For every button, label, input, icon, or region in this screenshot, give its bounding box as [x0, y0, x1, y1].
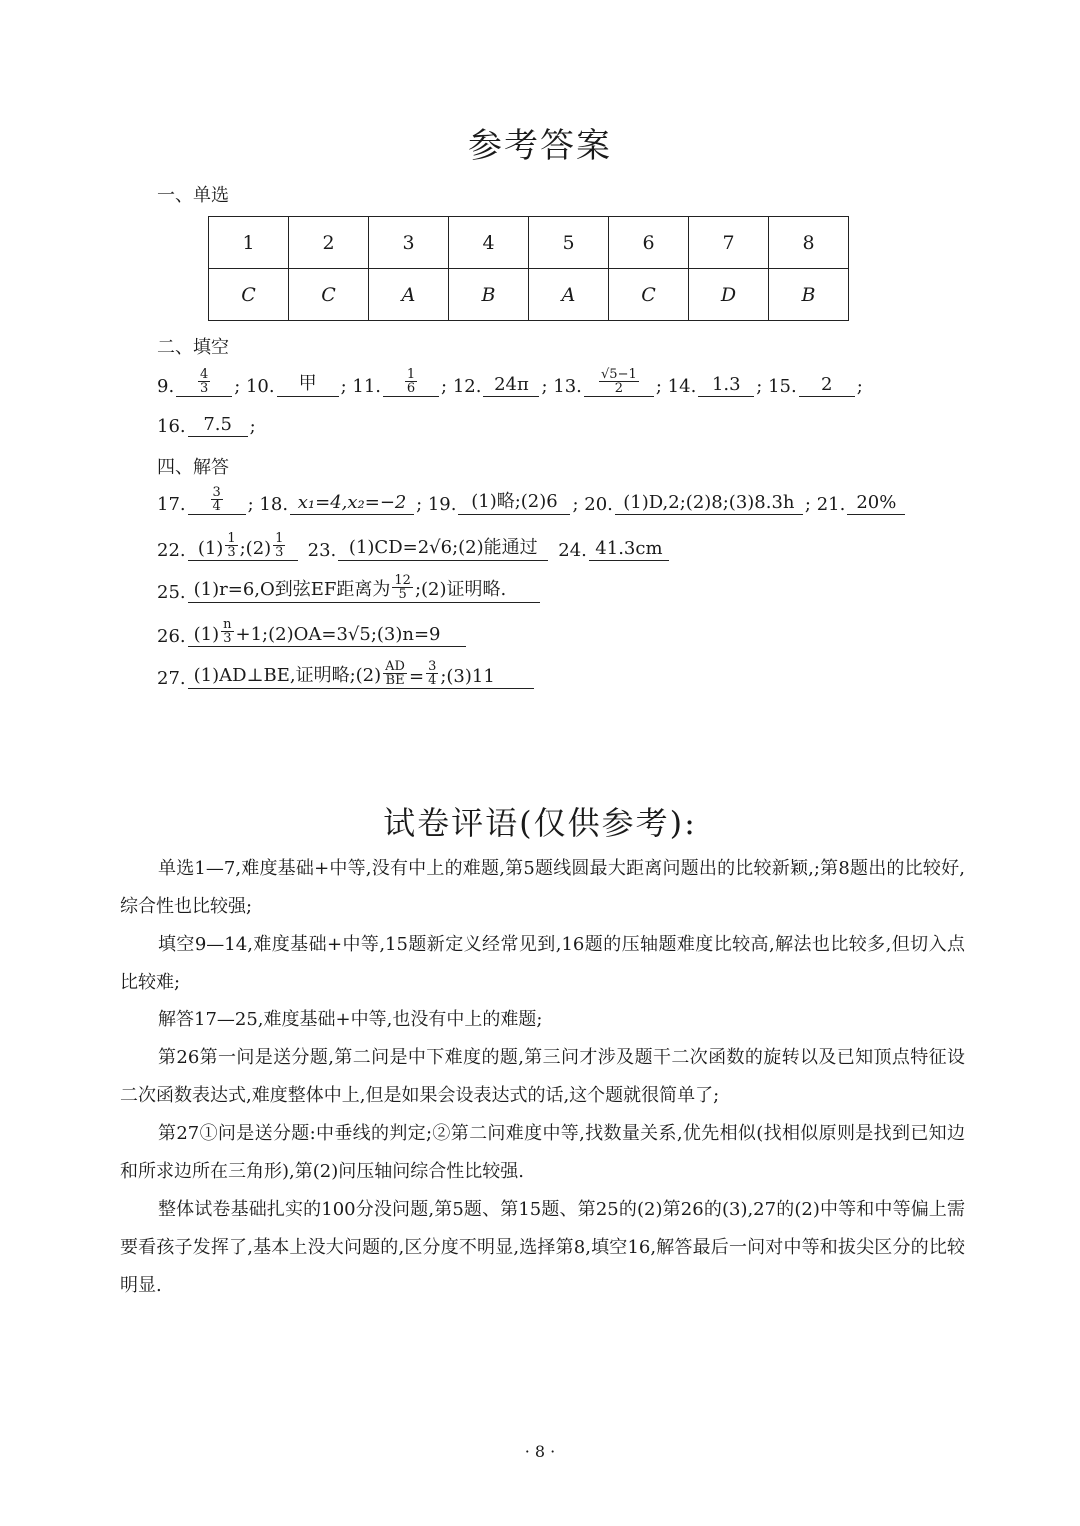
section-single-choice: 一、单选: [157, 185, 229, 206]
fraction: [383, 660, 407, 687]
q22-part2: ;(2): [239, 538, 272, 559]
q25-label: 25.: [157, 582, 186, 603]
q27-mid: =: [408, 666, 425, 687]
numerator: √5−1: [601, 367, 637, 382]
solve-line-26: [157, 618, 468, 647]
section-answer: 四、解答: [157, 457, 229, 478]
table-cell: 2: [289, 217, 369, 269]
solve-line-27: [157, 660, 536, 689]
table-cell: 8: [769, 217, 849, 269]
q10-label: ; 10.: [234, 376, 275, 397]
q20-label: ; 20.: [572, 494, 613, 515]
review-paragraph: 整体试卷基础扎实的100分没问题,第5题、第15题、第25的(2)第26的(3),27的(2)中等和中等偏上需要看孩子发挥了,基本上没大问题的,区分度不明显,选择第8,填空16,解答最后一问对中等和拔尖区分的比较明显.: [120, 1199, 965, 1296]
q22-part1: (1): [197, 538, 224, 559]
q9-answer: [176, 368, 232, 397]
numerator: 1: [227, 531, 236, 546]
q26-post: +1;(2)OA=3√5;(3)n=9: [235, 624, 441, 645]
q25-pre: (1)r=6,O到弦EF距离为: [193, 579, 391, 600]
denominator: 5: [398, 587, 407, 602]
q27-post: ;(3)11: [440, 666, 495, 687]
fraction: [426, 660, 438, 687]
denominator: 3: [223, 631, 232, 646]
q23-label: 23.: [307, 540, 337, 561]
table-cell: 4: [449, 217, 529, 269]
table-cell: B: [449, 269, 529, 321]
denominator: 4: [212, 499, 221, 514]
table-cell: 1: [209, 217, 289, 269]
q24-answer: 41.3cm: [589, 538, 669, 561]
table-cell: D: [689, 269, 769, 321]
fraction: [273, 532, 285, 559]
q11-answer: [383, 368, 439, 397]
table-cell: A: [369, 269, 449, 321]
q26-answer: [188, 618, 466, 647]
table-cell: B: [769, 269, 849, 321]
denominator: 3: [227, 545, 236, 560]
q27-pre: (1)AD⊥BE,证明略;(2): [193, 665, 382, 686]
q15-end: ;: [856, 376, 863, 397]
review-title: 试卷评语(仅供参考):: [383, 804, 697, 842]
q12-label: ; 12.: [441, 376, 482, 397]
denominator: 2: [614, 381, 624, 396]
q10-answer: 甲: [277, 369, 339, 397]
fraction: [211, 486, 223, 513]
review-paragraph: 解答17—25,难度基础+中等,也没有中上的难题;: [158, 1009, 543, 1030]
table-cell: 3: [369, 217, 449, 269]
numerator: 3: [428, 659, 437, 674]
q14-label: ; 14.: [655, 376, 697, 397]
fraction: [405, 368, 417, 395]
q12-answer: 24π: [483, 374, 539, 397]
denominator: 4: [428, 673, 437, 688]
answer-table: [208, 216, 849, 321]
review-paragraph: 填空9—14,难度基础+中等,15题新定义经常见到,16题的压轴题难度比较高,解法也比较多,但切入点比较难;: [120, 934, 965, 993]
table-cell: 5: [529, 217, 609, 269]
denominator: BE: [385, 673, 405, 688]
q26-pre: (1): [193, 624, 220, 645]
table-cell: 7: [689, 217, 769, 269]
q24-label: 24.: [558, 540, 587, 561]
fill-line-2: [157, 414, 256, 437]
q14-answer: 1.3: [698, 374, 754, 397]
denominator: 6: [406, 381, 416, 396]
q19-label: ; 19.: [416, 494, 457, 515]
q21-answer: 20%: [847, 492, 905, 515]
fraction: [198, 368, 210, 395]
numerator: AD: [385, 659, 405, 674]
table-cell: A: [529, 269, 609, 321]
q13-answer: [584, 368, 654, 397]
q20-answer: (1)D,2;(2)8;(3)8.3h: [615, 492, 803, 515]
q11-label: ; 11.: [340, 376, 382, 397]
numerator: 1: [406, 367, 416, 382]
numerator: 1: [275, 531, 284, 546]
q21-label: ; 21.: [804, 494, 846, 515]
review-paragraph: 第27①问是送分题:中垂线的判定;②第二问难度中等,找数量关系,优先相似(找相似原则是找到已知边和所求边所在三角形),第(2)问压轴问综合性比较强.: [120, 1123, 965, 1182]
denominator: 3: [275, 545, 284, 560]
q15-label: ; 15.: [756, 376, 797, 397]
solve-line-25: [157, 574, 542, 603]
q13-label: ; 13.: [541, 376, 582, 397]
q22-answer: [188, 532, 298, 561]
q16-answer: 7.5: [188, 414, 248, 437]
table-cell: C: [209, 269, 289, 321]
section-fill-blank: 二、填空: [157, 337, 229, 358]
fraction: [392, 574, 413, 601]
review-paragraph: 第26第一问是送分题,第二问是中下难度的题,第三问才涉及题干二次函数的旋转以及已知顶点特征设二次函数表达式,难度整体中上,但是如果会设表达式的话,这个题就很简单了;: [120, 1047, 965, 1106]
fraction: [599, 368, 639, 395]
table-cell: C: [609, 269, 689, 321]
q23-answer: (1)CD=2√6;(2)能通过: [338, 533, 548, 561]
numerator: 3: [212, 485, 221, 500]
q15-answer: 2: [799, 374, 855, 397]
numerator: 12: [394, 573, 411, 588]
solve-line-2: [157, 532, 671, 561]
numerator: n: [223, 617, 232, 632]
q9-label: 9.: [157, 376, 175, 397]
fraction: [221, 618, 233, 645]
review-paragraph: 单选1—7,难度基础+中等,没有中上的难题,第5题线圆最大距离问题出的比较新颖,;第8题出的比较好,综合性也比较强;: [120, 858, 965, 917]
q25-post: ;(2)证明略.: [414, 579, 507, 600]
q18-label: ; 18.: [247, 494, 289, 515]
page-title: 参考答案: [468, 126, 612, 166]
page-number: · 8 ·: [524, 1442, 556, 1461]
denominator: 3: [200, 381, 209, 396]
table-row: [209, 269, 849, 321]
solve-line-1: [157, 486, 907, 515]
table-cell: 6: [609, 217, 689, 269]
table-cell: C: [289, 269, 369, 321]
q22-label: 22.: [157, 540, 186, 561]
q16-end: ;: [249, 416, 256, 437]
fill-line-1: [157, 368, 863, 397]
q16-label: 16.: [157, 416, 186, 437]
q18-answer: x₁=4,x₂=−2: [290, 492, 414, 515]
q17-label: 17.: [157, 494, 186, 515]
q26-label: 26.: [157, 626, 186, 647]
q19-answer: (1)略;(2)6: [458, 487, 570, 515]
q17-answer: [188, 486, 246, 515]
q27-label: 27.: [157, 668, 186, 689]
table-row: [209, 217, 849, 269]
fraction: [225, 532, 237, 559]
numerator: 4: [200, 367, 209, 382]
q27-answer: [188, 660, 534, 689]
q25-answer: [188, 574, 540, 603]
